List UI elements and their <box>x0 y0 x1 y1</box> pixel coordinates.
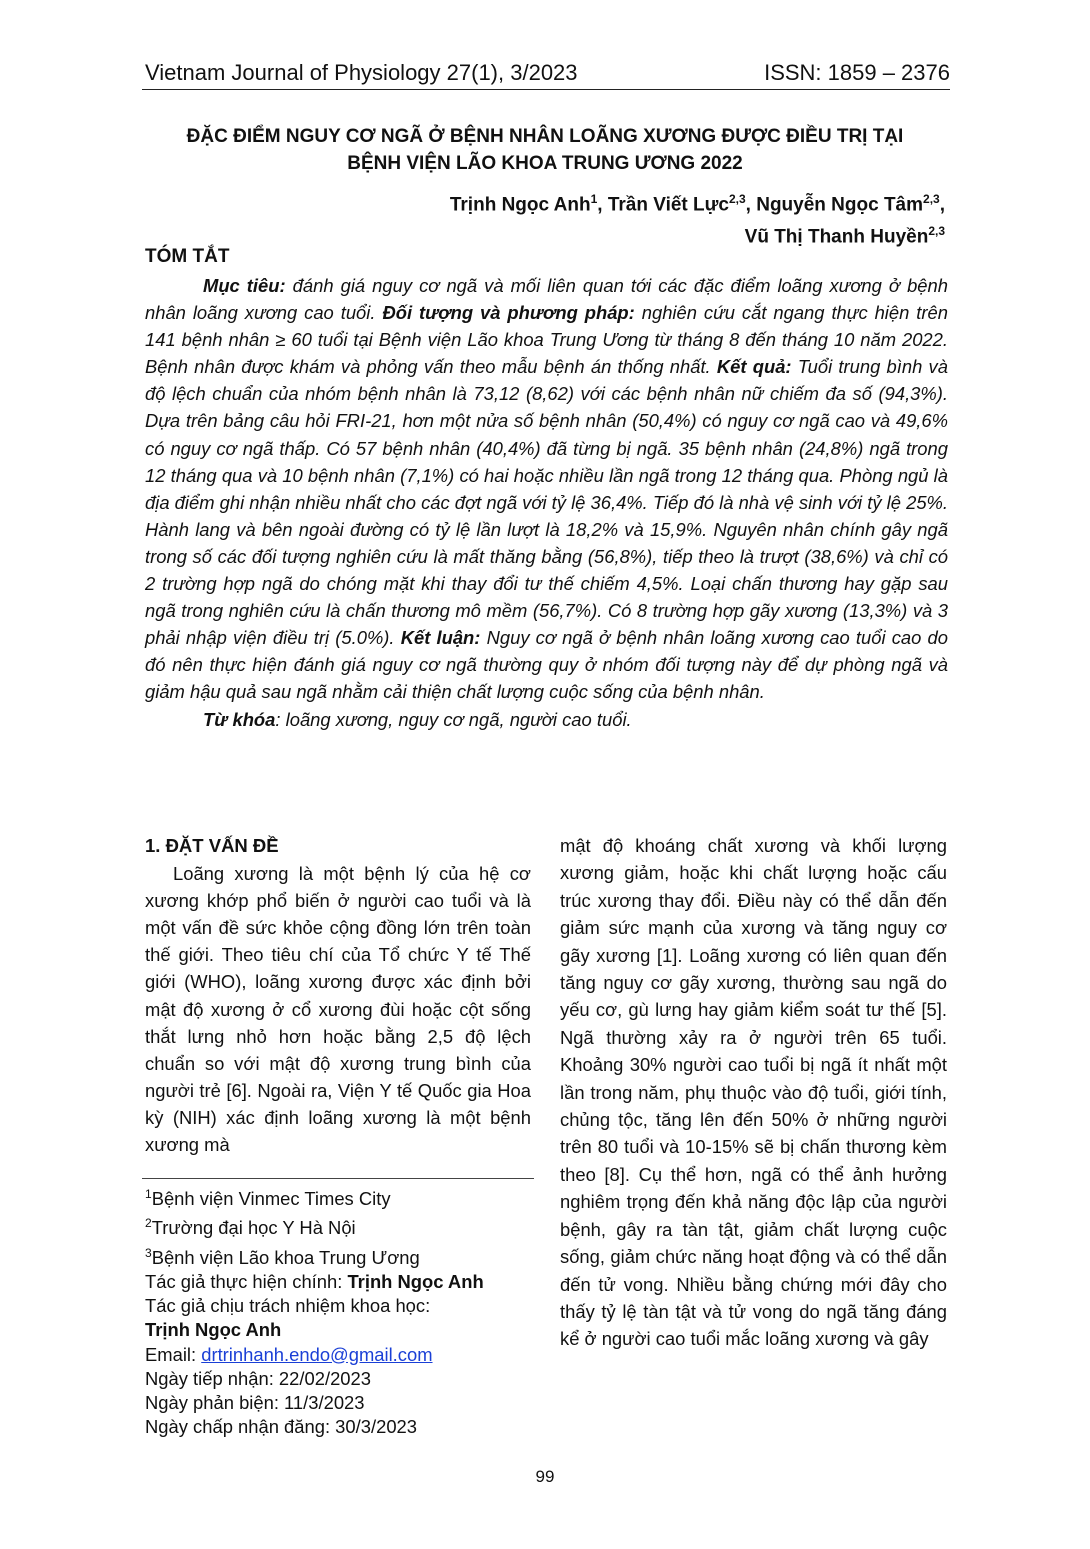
affiliation-2 <box>145 1211 535 1240</box>
conclusion-text: Nguy cơ ngã ở bệnh nhân loãng xương cao tuổi cao do đó nên thực hiện đánh giá nguy cơ ngã thường quy ở nhóm đối tượng này để dự phòng ngã và giảm hậu quả sau ngã nhằm cải thiện chất lượng cuộc sống của bệnh nhân. <box>145 627 948 703</box>
main-author-line <box>145 1270 535 1294</box>
affiliation-sup: 2 <box>145 1216 152 1231</box>
accepted-date: Ngày chấp nhận đăng: 30/3/2023 <box>145 1416 417 1438</box>
author-list <box>145 186 945 251</box>
section-heading: 1. ĐẶT VẤN ĐỀ <box>145 835 279 856</box>
methods-label: Đối tượng và phương pháp: <box>382 302 635 324</box>
results-label: Kết quả: <box>716 356 792 378</box>
author-affiliation-sup: 2,3 <box>928 224 945 239</box>
reviewed-date: Ngày phản biện: 11/3/2023 <box>145 1392 365 1413</box>
received-date: Ngày tiếp nhận: 22/02/2023 <box>145 1367 371 1389</box>
abstract-heading: TÓM TẮT <box>145 246 230 267</box>
methods-text: nghiên cứu cắt ngang thực hiện trên 141 bệnh nhân ≥ 60 tuổi tại Bệnh viện Lão khoa Trung Ương từ tháng 8 đến tháng 10 năm 2022. Bệnh nhân được khám và phỏng vấn theo mẫu bệnh án thống nhất. <box>145 302 948 378</box>
page-number: 99 <box>535 1467 555 1486</box>
abstract-body <box>145 272 948 733</box>
objective-text: đánh giá nguy cơ ngã và mối liên quan tới các đặc điểm loãng xương ở bệnh nhân loãng xương cao tuổi. <box>145 275 948 324</box>
section-body-left: Loãng xương là một bệnh lý của hệ cơ xương khớp phổ biến ở người cao tuổi và là một vấn đề sức khỏe cộng đồng lớn trên toàn thế giới. Theo tiêu chí của Tổ chức Y tế Thế giới (WHO), loãng xương được xác định bởi mật độ xương ở cổ xương đùi hoặc cột sống thắt lưng nhỏ hơn hoặc bằng 2,5 độ lệch chuẩn so với mật độ xương trung bình của người trẻ [6]. Ngoài ra, Viện Y tế Quốc gia Hoa kỳ (NIH) xác định loãng xương là một bệnh xương mà <box>145 863 531 1156</box>
main-author-name: Trịnh Ngọc Anh <box>347 1270 484 1292</box>
email-label: Email: <box>145 1343 202 1365</box>
author-affiliation-sup: 2,3 <box>728 192 746 206</box>
author-line-1: Trịnh Ngọc Anh$^1$, Trần Viết Lực$^{2,3}$, Nguyễn Ngọc Tâm$^{2,3}$, <box>449 192 945 216</box>
author-line-2 <box>145 218 945 250</box>
responsible-author-label: Tác giả chịu trách nhiệm khoa học: <box>145 1295 431 1317</box>
abstract-paragraph <box>145 272 948 706</box>
article-title <box>145 123 945 177</box>
title-line-1: ĐẶC ĐIỂM NGUY CƠ NGÃ Ở BỆNH NHÂN LOÃNG XƯƠNG ĐƯỢC ĐIỀU TRỊ TẠI <box>186 126 904 147</box>
main-author-label: Tác giả thực hiện chính: <box>145 1270 348 1292</box>
footnotes <box>145 1182 535 1439</box>
author-name: Trần Viết Lực <box>607 194 729 216</box>
email-link[interactable]: drtrinhanh.endo@gmail.com <box>201 1343 433 1365</box>
responsible-author: Trịnh Ngọc Anh <box>145 1319 282 1341</box>
running-header <box>145 56 950 86</box>
affiliation-text: Bệnh viện Vinmec Times City <box>151 1188 391 1210</box>
keywords-label: Từ khóa <box>203 708 276 730</box>
affiliation-1 <box>145 1182 535 1211</box>
responsible-author-name <box>145 1318 535 1342</box>
author-name: Vũ Thị Thanh Huyền <box>744 226 929 248</box>
title-line-2: BỆNH VIỆN LÃO KHOA TRUNG ƯƠNG 2022 <box>347 153 743 174</box>
issn: ISSN: 1859 – 2376 <box>764 60 950 85</box>
journal-name: Vietnam Journal of Physiology 27(1), 3/2023 <box>145 60 578 85</box>
right-column <box>560 832 947 1353</box>
author-name: Trịnh Ngọc Anh <box>449 194 591 216</box>
affiliation-3 <box>145 1241 535 1270</box>
email-line <box>145 1343 535 1367</box>
section-body-right: mật độ khoáng chất xương và khối lượng xương giảm, hoặc khi chất lượng hoặc cấu trúc xương thay đổi. Điều này có thể dẫn đến giảm sức mạnh của xương và tăng nguy cơ gãy xương [1]. Loãng xương có liên quan đến tăng nguy cơ gãy xương, thường sau ngã do yếu cơ, gù lưng hay giảm kiểm soát tư thế [5]. Ngã thường xảy ra ở người trên 65 tuổi. Khoảng 30% người cao tuổi bị ngã ít nhất một lần trong năm, phụ thuộc vào độ tuổi, giới tính, chủng tộc, tăng lên đến 50% ở những người trên 80 tuổi và 10-15% sẽ bị chấn thương kèm theo [8]. Cụ thể hơn, ngã có thể ảnh hưởng nghiêm trọng đến khả năng độc lập của người bệnh, gây ra tàn tật, giảm chất lượng cuộc sống, giảm chức năng hoạt động và có thể dẫn đến tử vong. Nhiều bằng chứng mới đây cho thấy tỷ lệ tàn tật và tử vong do ngã tăng đáng kể ở người cao tuổi mắc loãng xương và gây <box>560 835 947 1350</box>
left-column <box>145 832 531 1158</box>
affiliation-text: Bệnh viện Lão khoa Trung Ương <box>151 1246 420 1268</box>
author-affiliation-sup: 2,3 <box>923 192 940 206</box>
affiliation-sup: 3 <box>145 1245 152 1260</box>
author-name: Nguyễn Ngọc Tâm <box>756 194 924 216</box>
conclusion-label: Kết luận: <box>400 627 481 649</box>
author-affiliation-sup: 1 <box>590 192 598 206</box>
keywords-text: : loãng xương, nguy cơ ngã, người cao tuổi. <box>275 708 632 730</box>
header-rule <box>142 89 950 90</box>
keywords-paragraph <box>145 706 948 733</box>
objective-label: Mục tiêu: <box>203 275 286 296</box>
footnote-rule <box>142 1178 534 1179</box>
results-text: Tuổi trung bình và độ lệch chuẩn của nhóm bệnh nhân là 73,12 (8,62) với các bệnh nhân nữ chiếm đa số (94,3%). Dựa trên bảng câu hỏi FRI-21, hơn một nửa số bệnh nhân (50,4%) có nguy cơ ngã cao và 49,6% có nguy cơ ngã thấp. Có 57 bệnh nhân (40,4%) đã từng bị ngã. 35 bệnh nhân (24,8%) ngã trong 12 tháng qua và 10 bệnh nhân (7,1%) có hai hoặc nhiều lần ngã trong 12 tháng qua. Phòng ngủ là địa điểm ghi nhận nhiều nhất cho các đợt ngã với tỷ lệ 36,4%. Tiếp đó là nhà vệ sinh với tỷ lệ 25%. Hành lang và bên ngoài đường có tỷ lệ lần lượt là 18,2% và 15,9%. Nguyên nhân chính gây ngã trong số các đối tượng nghiên cứu là mất thăng bằng (56,8%), tiếp theo là trượt (38,6%) và chỉ có 2 trường hợp ngã do chóng mặt khi thay đổi tư thế chiếm 4,5%. Loại chấn thương hay gặp sau ngã trong nghiên cứu là chấn thương mô mềm (56,7%). Có 8 trường hợp gãy xương (13,3%) và 3 phải nhập viện điều trị (5.0%). <box>145 356 949 649</box>
affiliation-text: Trường đại học Y Hà Nội <box>151 1217 356 1239</box>
affiliation-sup: 1 <box>145 1187 152 1201</box>
